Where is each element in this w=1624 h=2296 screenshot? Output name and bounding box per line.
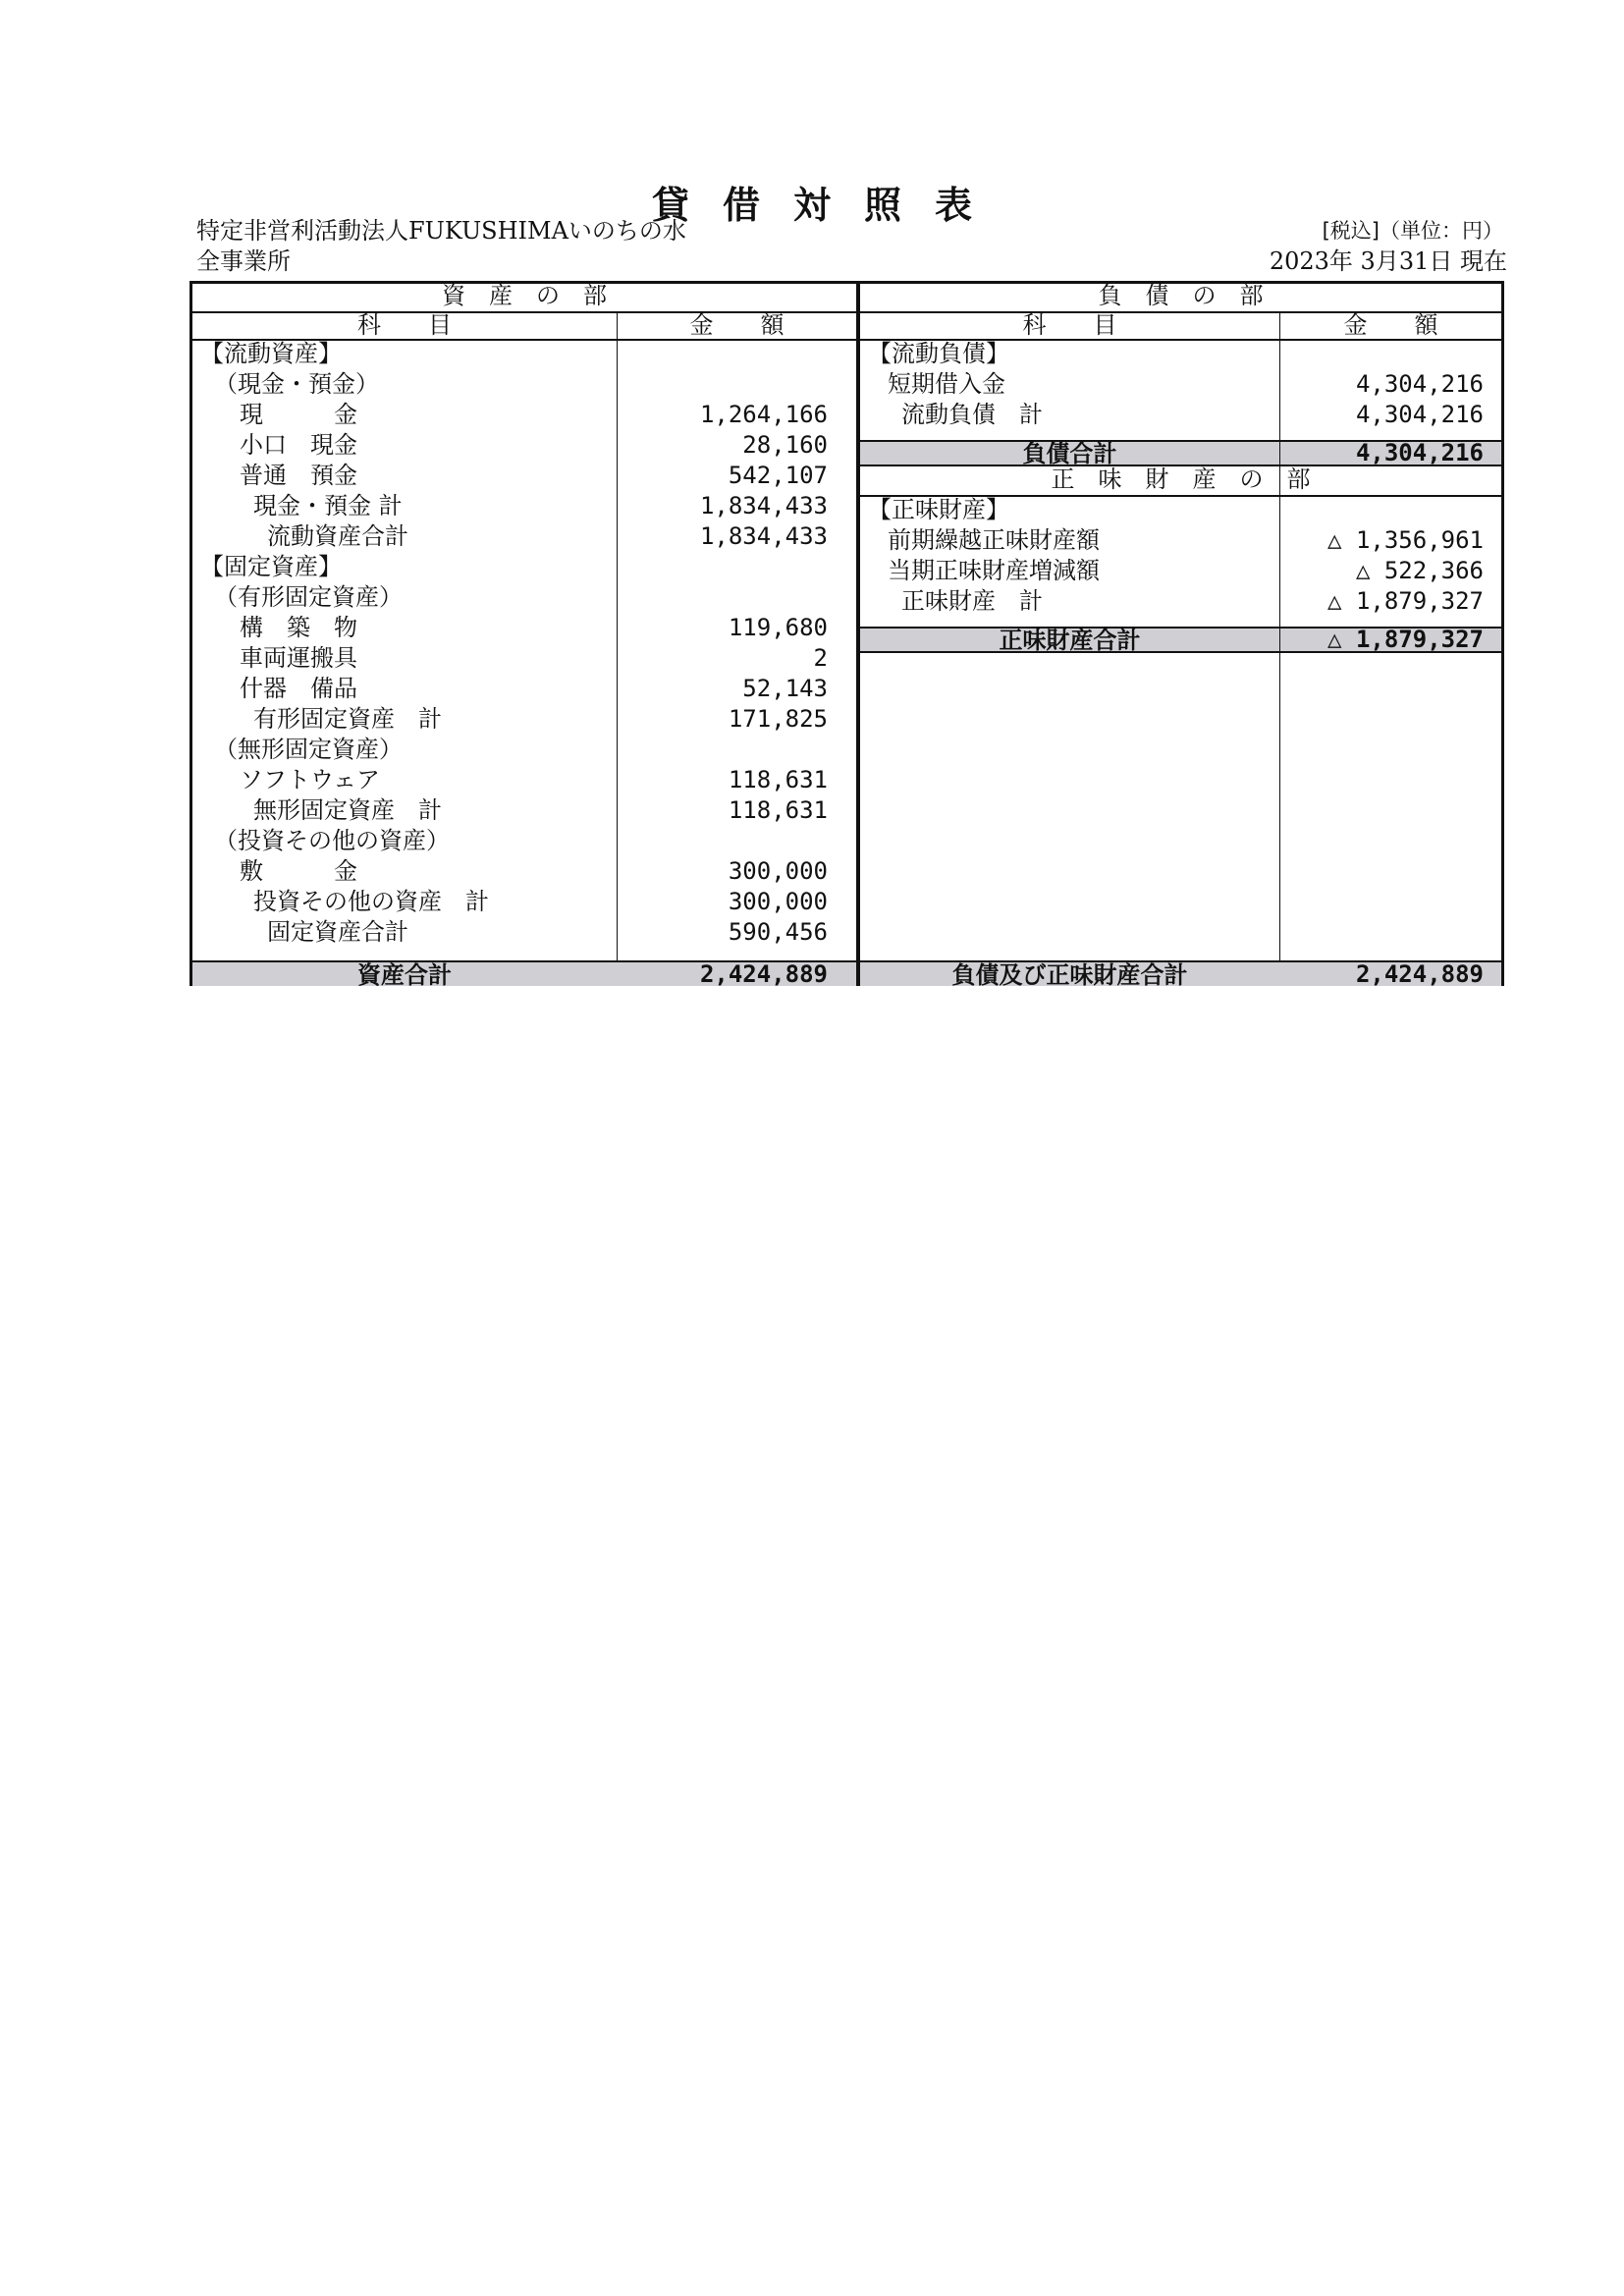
asset-row-label: 什器 備品	[240, 675, 357, 702]
liabilities-col-amount: 金 額	[1343, 311, 1438, 339]
asset-row-amount: 542,107	[728, 462, 828, 489]
asset-row-label: 【固定資産】	[200, 553, 342, 580]
asset-row-amount: 28,160	[742, 431, 828, 459]
liability-row-label: 短期借入金	[888, 370, 1005, 398]
as-of-date: 2023年 3月31日 現在	[1269, 247, 1507, 275]
asset-row-label: 小口 現金	[240, 431, 357, 459]
net-assets-row-amount: △ 1,356,961	[1327, 526, 1484, 554]
asset-row-label: （現金・預金）	[214, 370, 379, 398]
scope-label: 全事業所	[196, 247, 291, 275]
liability-row-amount: 4,304,216	[1355, 370, 1484, 398]
asset-row-amount: 1,834,433	[699, 522, 828, 550]
assets-section-title: 資 産 の 部	[442, 282, 607, 309]
tax-unit-label: [税込]（単位：円）	[1322, 219, 1503, 243]
liability-row-amount: 4,304,216	[1355, 401, 1484, 428]
asset-row-amount: 118,631	[728, 796, 828, 824]
asset-row-label: 投資その他の資産 計	[253, 888, 489, 915]
asset-row-amount: 118,631	[728, 766, 828, 793]
liabilities-total-label: 負債合計	[1022, 439, 1117, 467]
document-title: 貸借対照表	[651, 184, 1005, 227]
grand-total-amount: 2,424,889	[1355, 960, 1484, 988]
net-assets-row-label: 前期繰越正味財産額	[888, 526, 1100, 554]
net-assets-total-amount: △ 1,879,327	[1327, 626, 1484, 653]
asset-row-label: 構 築 物	[240, 614, 357, 641]
asset-row-label: 車両運搬具	[240, 644, 357, 672]
net-assets-section-title: 正 味 財 産 の 部	[1051, 465, 1311, 493]
net-assets-row-label: 当期正味財産増減額	[888, 557, 1100, 584]
asset-row-label: （投資その他の資産）	[214, 827, 450, 854]
assets-total-label: 資産合計	[357, 960, 452, 989]
asset-row-label: 固定資産合計	[267, 918, 408, 946]
liabilities-col-item: 科 目	[1022, 311, 1117, 339]
organization-name: 特定非営利活動法人FUKUSHIMAいのちの水	[196, 217, 686, 245]
asset-row-amount: 119,680	[728, 614, 828, 641]
liabilities-section-title: 負 債 の 部	[1098, 282, 1264, 309]
net-assets-row-amount: △ 522,366	[1355, 557, 1484, 584]
asset-row-label: ソフトウェア	[240, 766, 381, 793]
asset-row-amount: 2	[813, 644, 828, 672]
asset-row-amount: 300,000	[728, 888, 828, 915]
assets-col-item: 科 目	[357, 311, 452, 339]
asset-row-label: 流動資産合計	[267, 522, 408, 550]
grand-total-label: 負債及び正味財産合計	[951, 960, 1188, 989]
asset-row-label: 敷 金	[240, 857, 357, 885]
liability-row-label: 【流動負債】	[868, 340, 1009, 367]
net-assets-total-label: 正味財産合計	[999, 626, 1141, 654]
net-assets-row-label: 正味財産 計	[901, 587, 1043, 615]
asset-row-amount: 1,264,166	[699, 401, 828, 428]
asset-row-label: （無形固定資産）	[214, 736, 403, 763]
asset-row-amount: 1,834,433	[699, 492, 828, 519]
asset-row-label: 現 金	[240, 401, 357, 428]
asset-row-amount: 52,143	[742, 675, 828, 702]
net-assets-row-amount: △ 1,879,327	[1327, 587, 1484, 615]
asset-row-label: 現金・預金 計	[253, 492, 403, 519]
asset-row-label: 有形固定資産 計	[253, 705, 442, 733]
asset-row-amount: 300,000	[728, 857, 828, 885]
asset-row-label: （有形固定資産）	[214, 583, 403, 611]
assets-amount-divider	[617, 313, 618, 962]
net-assets-row-label: 【正味財産】	[868, 496, 1009, 523]
asset-row-label: 無形固定資産 計	[253, 796, 442, 824]
asset-row-amount: 171,825	[728, 705, 828, 733]
liabilities-amount-divider	[1279, 313, 1280, 962]
asset-row-amount: 590,456	[728, 918, 828, 946]
assets-col-amount: 金 額	[689, 311, 785, 339]
asset-row-label: 普通 預金	[240, 462, 357, 489]
liabilities-total-amount: 4,304,216	[1355, 439, 1484, 466]
liability-row-label: 流動負債 計	[901, 401, 1043, 428]
assets-total-amount: 2,424,889	[699, 960, 828, 988]
asset-row-label: 【流動資産】	[200, 340, 342, 367]
balance-sheet-table	[189, 281, 1504, 989]
